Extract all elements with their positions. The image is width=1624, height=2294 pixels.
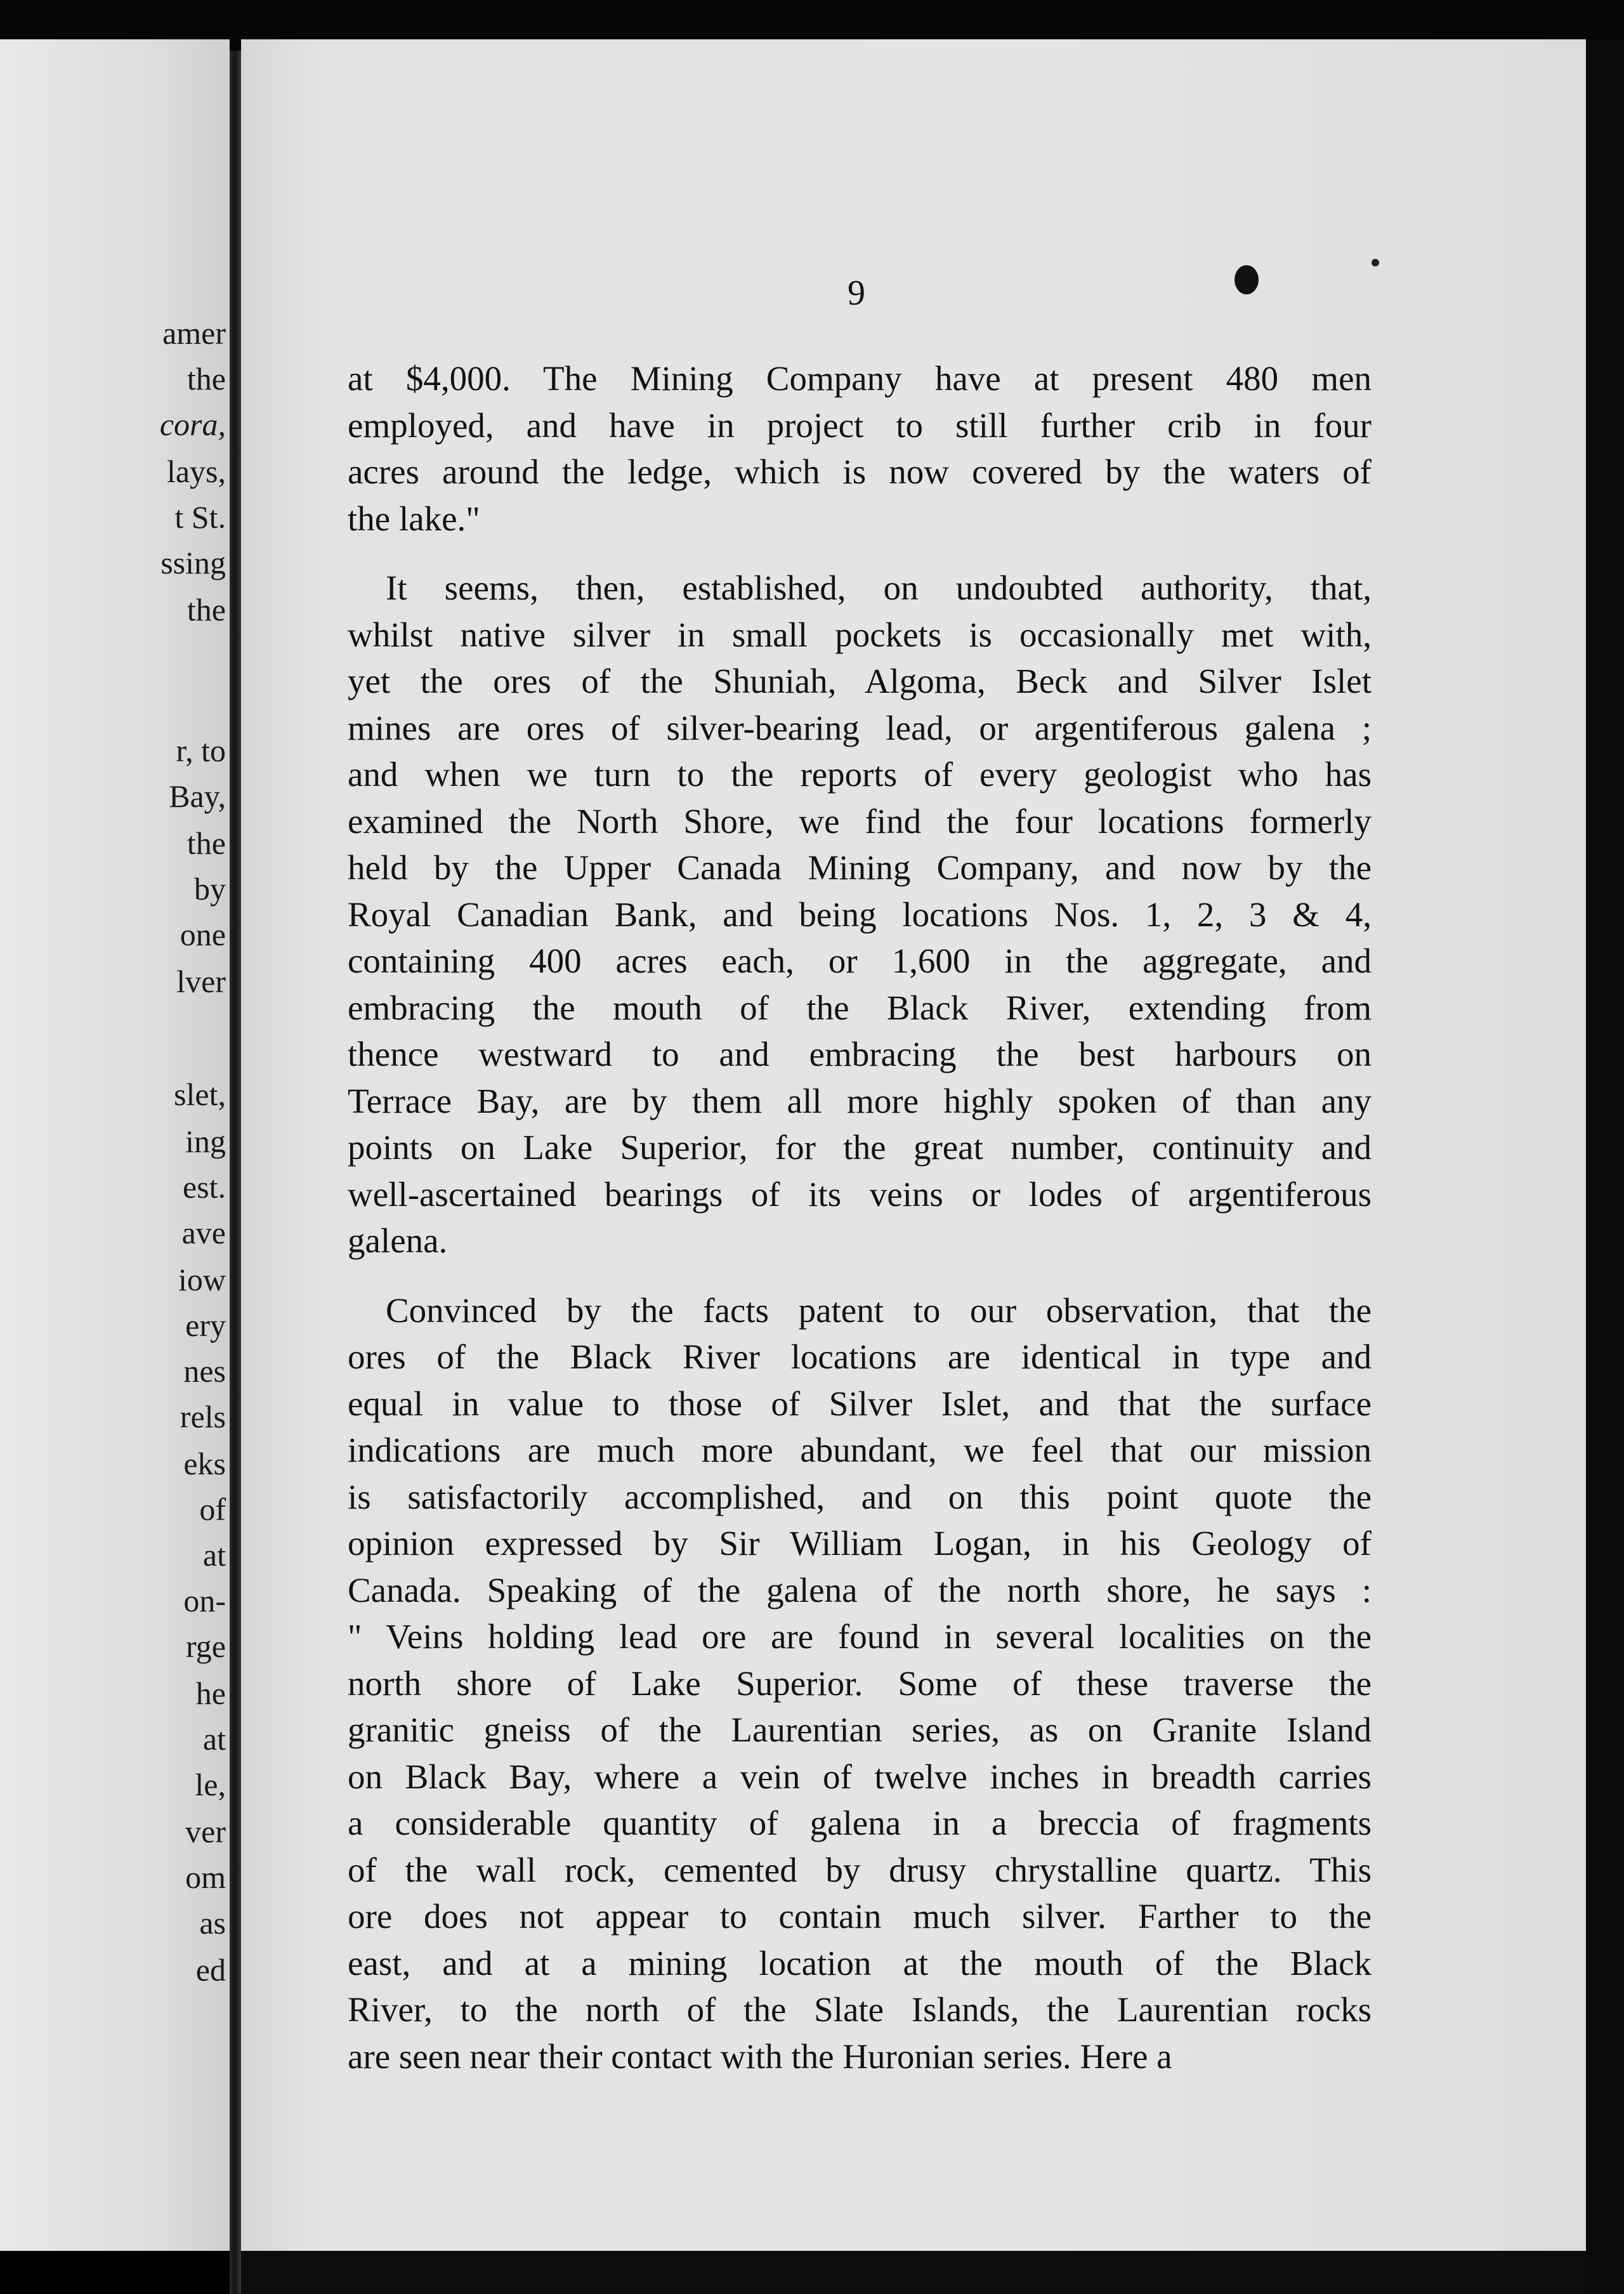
text-line: embracing the mouth of the Black River, extending from	[348, 988, 1372, 1027]
facing-page-text-fragment: as	[199, 1905, 226, 1941]
facing-page-text-fragment: cora,	[159, 407, 226, 442]
facing-page-text-fragment: Bay,	[169, 778, 226, 814]
text-line: employed, and have in project to still further crib in four	[348, 405, 1372, 445]
facing-page-text-fragment: of	[199, 1491, 226, 1527]
scan-bottom-border	[241, 2251, 1586, 2294]
text-line: granitic gneiss of the Laurentian series, as on Granite Island	[348, 1710, 1372, 1749]
text-line: east, and at a mining location at the mouth of the Black	[348, 1943, 1372, 1983]
facing-page-text-fragment: eks	[183, 1446, 226, 1481]
text-line: examined the North Shore, we find the four locations formerly	[348, 801, 1372, 841]
facing-page-text-fragment: iow	[178, 1262, 226, 1297]
facing-page-text-fragment: le,	[195, 1767, 226, 1802]
ink-blot	[1234, 265, 1259, 294]
text-line: on Black Bay, where a vein of twelve inches in breadth carries	[348, 1757, 1372, 1796]
text-line: are seen near their contact with the Huronian series. Here a	[348, 2036, 1172, 2076]
text-line: thence westward to and embracing the best harbours on	[348, 1035, 1372, 1073]
facing-page-text-fragment: one	[180, 917, 226, 952]
ink-speck	[1372, 259, 1379, 266]
facing-page-text-fragment: by	[194, 871, 226, 907]
text-line: Canada. Speaking of the galena of the north shore, he says :	[348, 1570, 1372, 1609]
facing-page-text-fragment: the	[187, 825, 226, 861]
text-line: opinion expressed by Sir William Logan, in his Geology of	[348, 1524, 1372, 1563]
facing-page-text-fragment: amer	[162, 315, 226, 351]
facing-page-text-fragment: ed	[195, 1952, 226, 1988]
facing-page-text-fragment: est.	[182, 1169, 226, 1205]
text-line: of the wall rock, cemented by drusy chrystalline quartz. This	[348, 1850, 1372, 1889]
facing-page-text-fragment: on-	[183, 1583, 226, 1618]
facing-page-text-fragment: r, to	[176, 733, 226, 768]
text-line: whilst native silver in small pockets is occasionally met with,	[348, 615, 1372, 654]
facing-page-text-fragment: at	[202, 1537, 226, 1573]
text-line: Convinced by the facts patent to our observation, that the	[386, 1290, 1372, 1330]
text-line: at $4,000. The Mining Company have at present 480 men	[348, 359, 1372, 398]
text-line: galena.	[348, 1221, 448, 1260]
facing-page-text-fragment: om	[185, 1859, 226, 1895]
text-line: is satisfactorily accomplished, and on this point quote the	[348, 1477, 1372, 1516]
text-line: north shore of Lake Superior. Some of these traverse the	[348, 1663, 1372, 1703]
text-line: ore does not appear to contain much silver. Farther to the	[348, 1897, 1372, 1936]
text-line: a considerable quantity of galena in a breccia of fragments	[348, 1804, 1372, 1842]
text-line: equal in value to those of Silver Islet, and that the surface	[348, 1384, 1372, 1423]
text-line: It seems, then, established, on undoubted authority, that,	[386, 568, 1372, 607]
facing-page-text-fragment: ver	[185, 1814, 226, 1849]
page-number: 9	[848, 273, 865, 313]
text-line: River, to the north of the Slate Islands, the Laurentian rocks	[348, 1990, 1372, 2029]
text-line: held by the Upper Canada Mining Company, and now by the	[348, 848, 1372, 887]
scan-right-border	[1586, 39, 1624, 2294]
text-line: points on Lake Superior, for the great number, continuity and	[348, 1128, 1372, 1167]
facing-page-text-fragment: ssing	[160, 545, 226, 580]
facing-page-text-fragment: the	[187, 361, 226, 397]
text-line: containing 400 acres each, or 1,600 in the aggregate, and	[348, 941, 1372, 980]
facing-page-text-fragment: nes	[183, 1353, 226, 1389]
facing-page-text-fragment: rels	[180, 1399, 226, 1434]
body-text	[348, 355, 1372, 2102]
text-line: well-ascertained bearings of its veins or lodes of argentiferous	[348, 1174, 1372, 1214]
facing-page-text-fragment: the	[187, 592, 226, 627]
text-line: and when we turn to the reports of every geologist who has	[348, 755, 1372, 794]
text-line: " Veins holding lead ore are found in several localities on the	[348, 1617, 1372, 1656]
text-line: indications are much more abundant, we feel that our mission	[348, 1431, 1372, 1469]
text-line: Royal Canadian Bank, and being locations Nos. 1, 2, 3 & 4,	[348, 895, 1372, 934]
facing-page-text-fragment: slet,	[174, 1077, 226, 1112]
facing-page-text-fragment: lays,	[166, 454, 226, 489]
facing-page-fragment	[0, 39, 230, 2251]
facing-page-text-fragment: at	[202, 1721, 226, 1757]
text-line: acres around the ledge, which is now covered by the waters of	[348, 452, 1372, 491]
text-line: mines are ores of silver-bearing lead, or argentiferous galena ;	[348, 708, 1372, 747]
paragraph	[348, 355, 1372, 542]
text-line: ores of the Black River locations are identical in type and	[348, 1337, 1372, 1376]
text-line: yet the ores of the Shuniah, Algoma, Beck and Silver Islet	[348, 662, 1372, 700]
facing-page-text-fragment: ave	[181, 1215, 226, 1250]
paragraph	[348, 1287, 1372, 2080]
facing-page-text-fragment: lver	[176, 964, 226, 999]
facing-page-text-fragment: t St.	[174, 499, 226, 535]
facing-page-text-fragment: ery	[185, 1308, 226, 1343]
book-gutter	[230, 51, 241, 2294]
facing-page-text-fragment: ing	[185, 1124, 226, 1159]
text-line: Terrace Bay, are by them all more highly spoken of than any	[348, 1081, 1372, 1120]
facing-page-text-fragment: he	[195, 1675, 226, 1711]
facing-page-text-fragment: rge	[186, 1629, 226, 1664]
text-line: the lake."	[348, 499, 480, 538]
paragraph	[348, 565, 1372, 1264]
